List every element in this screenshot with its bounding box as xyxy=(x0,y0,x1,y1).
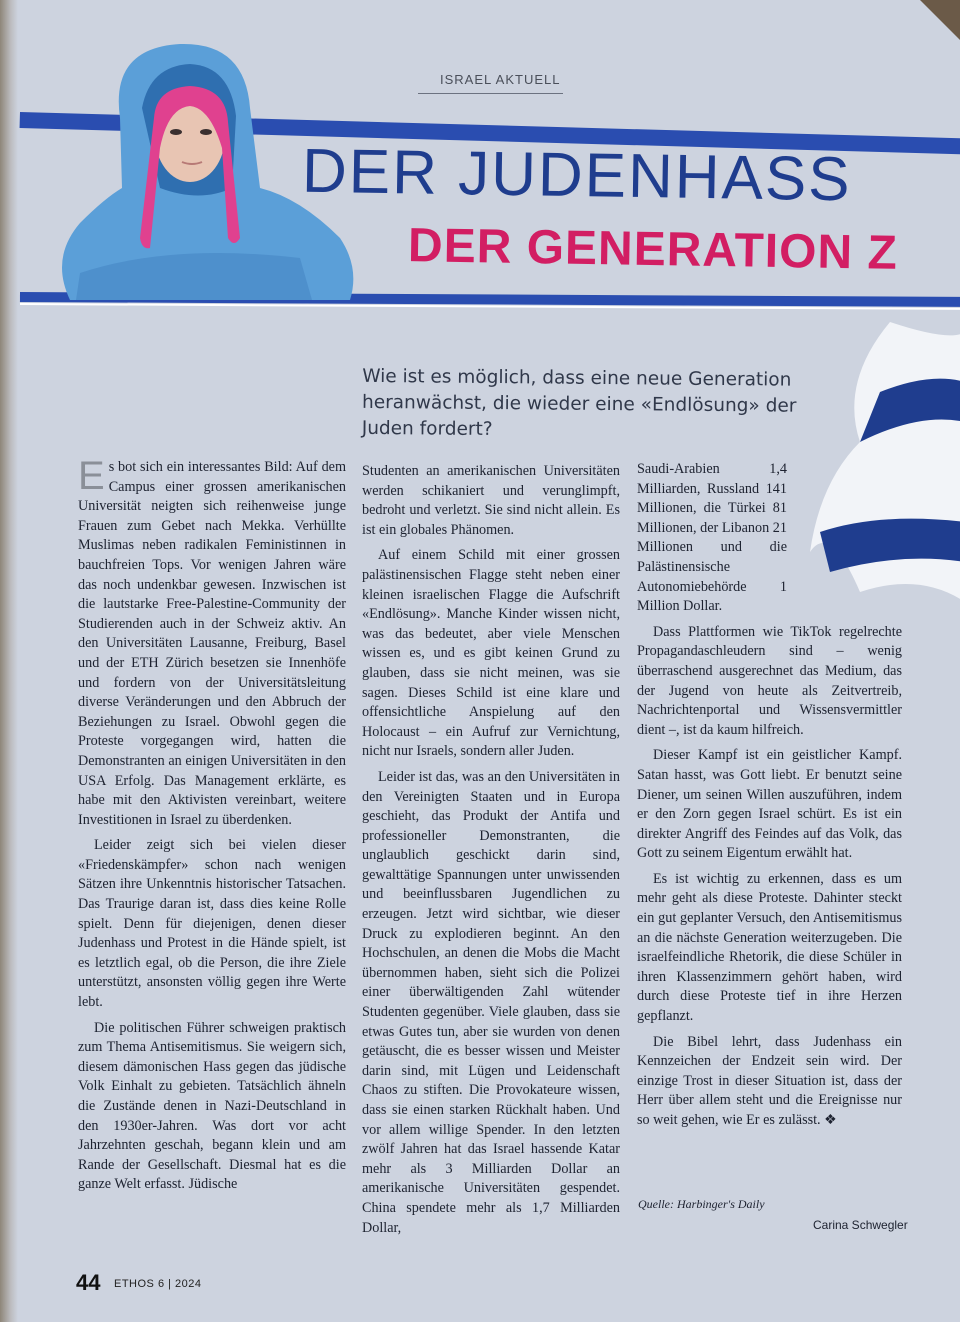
page-corner xyxy=(920,0,960,40)
headline-line1: DER JUDENHASS xyxy=(301,136,853,215)
dropcap: E xyxy=(78,454,105,498)
text-column-1 xyxy=(78,454,346,1195)
paragraph: Leider zeigt sich bei vielen dieser «Friedenskämpfer» schon nach wenigen Sätzen ihre Unkenntnis historischer Tatsachen. Das Traurige daran ist, dass dies keine Rolle spielt. Denn für diejenigen, denen dieser Judenhass und Protest in die Hände spielt, ist es letztlich egal, ob die Person, die ihre Ziele unterstützt, ansonsten völlig gegen ihre Werte lebt. xyxy=(78,837,346,1011)
text-column-2 xyxy=(362,462,620,1238)
section-rule xyxy=(418,93,563,94)
magazine-issue: ETHOS 6 | 2024 xyxy=(114,1278,202,1290)
paragraph: Leider ist das, was an den Universitäten in den Vereinigten Staaten und in Europa geschieht, das Produkt der Antifa und professioneller Demonstranten, die unglaublich geschickt darin sind, gewalttätige Spannungen unter unwissenden und beeinflussbaren Jugendlichen zu erzeugen. Jetzt wird sichtbar, wie dieser Druck zu explodieren beginnt. An den Hochschulen, an denen die Mobs die Macht übernommen haben, sieht sich die Polizei einer überwältigenden Zahl wütender Studenten gegenüber. Viele glauben, dass sie etwas Gutes tun, aber sie wurden von denen getäuscht, die es besser wissen und Meister darin sind, mit Lügen und Leidenschaft Chaos zu stiften. Die Provokateure wissen, dass sie einen starken Rückhalt haben. Und vor allem willige Spender. In den letzten zwölf Jahren hat das Israel hassende Katar mehr als 3 Milliarden Dollar an amerikanische Universitäten gespendet. China spendete mehr als 1,7 Milliarden Dollar, xyxy=(362,768,620,1236)
page-spine-shadow xyxy=(0,0,18,1322)
paragraph: Die politischen Führer schweigen praktisch zum Thema Antisemitismus. Sie weigern sich, diesem dämonischen Hass gegen das jüdische Volk Einhalt zu gebieten. Tatsächlich ähneln die Zustände denen in Nazi-Deutschland in den 1930er-Jahren. Was dort vor acht Jahrzehnten geschah, begann klein und am Rande der Gesellschaft. Diesmal hat es die ganze Welt erfasst. Jüdische xyxy=(78,1019,346,1193)
page-number: 44 xyxy=(76,1270,101,1295)
lead-paragraph: Wie ist es möglich, dass eine neue Generation heranwächst, die wieder eine «Endlösung» der Juden fordert? xyxy=(361,365,797,441)
paragraph xyxy=(78,454,346,830)
source-credit: Quelle: Harbinger's Daily xyxy=(638,1197,765,1211)
author-name: Carina Schwegler xyxy=(813,1218,908,1232)
paragraph-text: s bot sich ein interessantes Bild: Auf dem Campus einer grossen amerikanischen Universität neigten sich reihenweise junge Frauen zum Gebet nach Mekka. Verhüllte Muslimas neben radikalen Feministinnen in bauchfreien Tops. Vor wenigen Jahren wäre das noch undenkbar gewesen. Inzwischen ist die lautstarke Free-Palestine-Community der Studierenden auch in der Schweiz aktiv. An den Universitäten Lausanne, Freiburg, Basel und der ETH Zürich besetzen sie Innenhöfe und fordern von der Universitätsleitung diverse Veränderungen und den Abbruch der Beziehungen zu Israel. Obwohl gegen die Proteste vorgegangen wird, hatten die Demonstranten an einigen Universitäten in den USA Erfolg. Das Management erklärte, es habe mit den Aktivisten vereinbart, weitere Investitionen in Israel zu überdenken. xyxy=(78,459,346,828)
paragraph: Dass Plattformen wie TikTok regelrechte Propagandaschleudern sind – wenig überraschend ausgerechnet das Medium, das der Jugend von heute als Zeitvertreib, Nachrichtenportal und Wissensvermittler dient –, ist da kaum hilfreich. xyxy=(637,623,902,738)
paragraph: Auf einem Schild mit einer grossen palästinensischen Flagge steht neben einer kleinen israelischen Flagge die Aufschrift «Endlösung». Manche Kinder wissen nicht, was das bedeutet, aber viele Menschen wissen es, und es gibt keinen Grund zu glauben, dass sie nicht meinen, was sie sagen. Dieses Schild ist eine klare und offensichtliche Anspielung auf den Holocaust – ein Aufruf zur Vernichtung, nicht nur Israels, sondern aller Juden. xyxy=(362,547,620,760)
paragraph: Saudi-Arabien 1,4 Milliarden, Russland 141 Millionen, die Türkei 81 Millionen, der Libanon 21 Millionen und die Palästinensische Autonomiebehörde 1 Million Dollar. xyxy=(637,461,787,615)
section-label: ISRAEL AKTUELL xyxy=(440,72,561,87)
paragraph: Studenten an amerikanischen Universitäten werden schikaniert und verunglimpft, bedroht und verletzt. Sie sind nicht allein. Es ist ein globales Phänomen. xyxy=(362,463,620,538)
paragraph: Es ist wichtig zu erkennen, dass es um mehr geht als diese Proteste. Dahinter steckt ein gut geplanter Versuch, den Antisemitismus an die nächste Generation weiterzugeben. Die israelfeindliche Rhetorik, die diese Schüler in ihren Klassenzimmern gehört haben, wird durch diese Proteste tief in ihre Herzen gepflanzt. xyxy=(637,870,902,1025)
headline-line2: DER GENERATION Z xyxy=(407,219,899,280)
text-column-3 xyxy=(637,460,902,1131)
paragraph: Dieser Kampf ist ein geistlicher Kampf. Satan hasst, was Gott liebt. Er benutzt seine Diener, um seinen Willen auszuführen, indem er den Zorn gegen Israel schürt. Es ist ein direkter Angriff des Feindes auf das Volk, das Gott zu seinem Eigentum erwählt hat. xyxy=(637,747,902,862)
paragraph: Die Bibel lehrt, dass Judenhass ein Kennzeichen der Endzeit sein wird. Der einzige Trost in dieser Situation ist, dass der Herr über allem steht und die Ereignisse nur so weit gehen, wie Er es zulässt. ❖ xyxy=(637,1033,902,1128)
